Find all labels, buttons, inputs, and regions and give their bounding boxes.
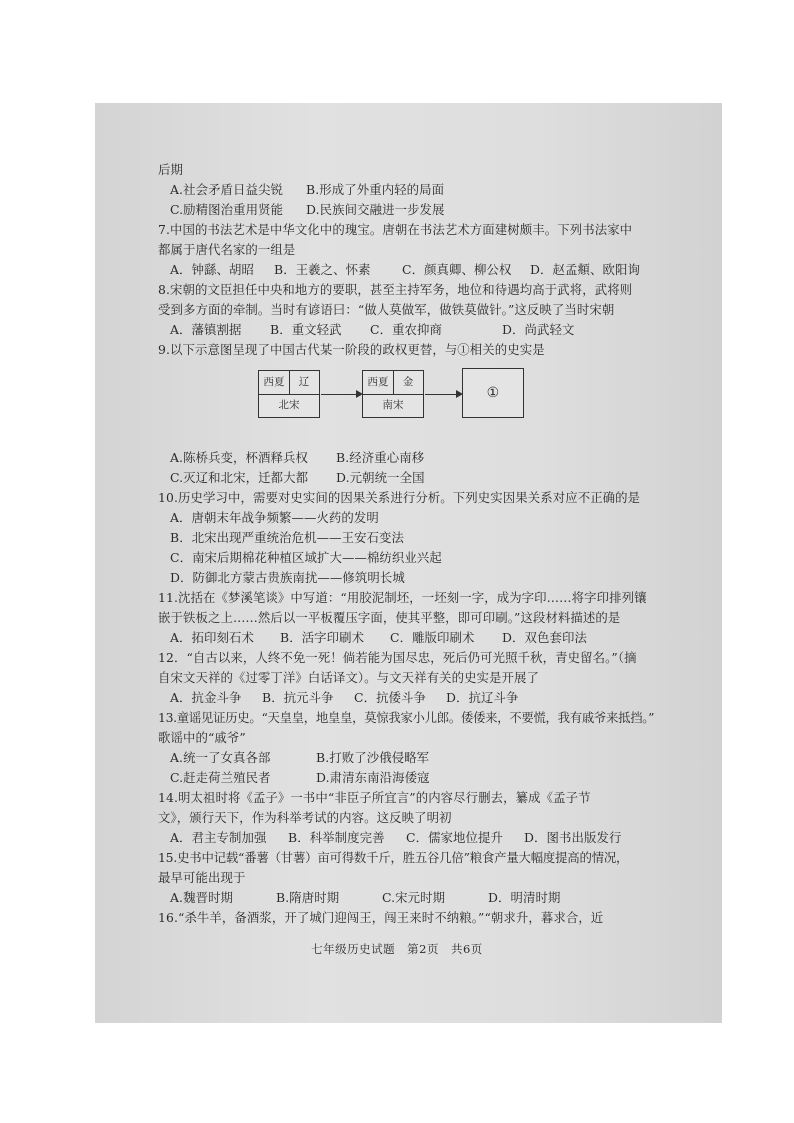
option-row	[158, 320, 648, 340]
option: A．藩镇割据	[170, 322, 242, 337]
option-row	[158, 688, 648, 708]
option: C.灭辽和北宋，迁都大都	[170, 470, 309, 485]
option: C．颜真卿、柳公权	[402, 262, 512, 277]
question-11: 11.沈括在《梦溪笔谈》中写道：“用胶泥制坯，一坯刻一字，成为字印……将字印排列镶	[158, 590, 647, 605]
option: A.陈桥兵变，杯酒释兵权	[170, 450, 308, 465]
option: B．抗元斗争	[262, 690, 334, 705]
option-row	[158, 748, 648, 768]
option: D．尚武轻文	[502, 322, 575, 337]
text-line: 最早可能出现于	[158, 870, 246, 885]
option: B．王羲之、怀素	[274, 262, 371, 277]
option: B.隋唐时期	[276, 890, 340, 905]
option: C.宋元时期	[382, 890, 446, 905]
box-unknown	[462, 368, 524, 418]
option-row	[158, 828, 648, 848]
option-row	[158, 468, 648, 488]
text-line: 嵌于铁板之上……然后以一平板覆压字面，使其平整，即可印刷。”这段材料描述的是	[158, 610, 621, 625]
option: B.形成了外重内轻的局面	[306, 182, 445, 197]
label-liao: 辽	[298, 376, 310, 388]
option: C.赶走荷兰殖民者	[170, 770, 271, 785]
option: B.经济重心南移	[336, 450, 425, 465]
option: D．赵孟頫、欧阳询	[530, 262, 640, 277]
option-row	[158, 260, 648, 280]
option: D．抗辽斗争	[446, 690, 519, 705]
option: A.社会矛盾日益尖锐	[170, 182, 284, 197]
option: C．儒家地位提升	[406, 830, 504, 845]
option: A．君主专制加强	[170, 830, 267, 845]
label-southern-song: 南宋	[382, 399, 404, 411]
text-line: 自宋文天祥的《过零丁洋》白话译文）。与文天祥有关的史实是开展了	[158, 670, 540, 685]
page-footer: 七年级历史试题 第2页 共6页	[311, 942, 483, 956]
option-row	[158, 180, 648, 200]
option: D．防御北方蒙古贵族南扰——修筑明长城	[170, 570, 405, 585]
option: C．抗倭斗争	[354, 690, 427, 705]
option: B．北宋出现严重统治危机——王安石变法	[170, 530, 405, 545]
box-southern-song	[362, 370, 424, 418]
question-7: 7.中国的书法艺术是中华文化中的瑰宝。唐朝在书法艺术方面建树颇丰。下列书法家中	[158, 222, 633, 237]
text-line: 受到多方面的牵制。当时有谚语曰：“做人莫做军，做铁莫做针。”这反映了当时宋朝	[158, 302, 615, 317]
option: C．雕版印刷术	[390, 630, 475, 645]
option: D.元朝统一全国	[336, 470, 425, 485]
question-13: 13.童谣见证历史。“天皇皇，地皇皇，莫惊我家小儿郎。倭倭来，不要慌，我有戚爷来抵挡。”	[158, 710, 655, 725]
text-line: 都属于唐代名家的一组是	[158, 242, 296, 257]
question-10: 10.历史学习中，需要对史实间的因果关系进行分析。下列史实因果关系对应不正确的是	[158, 490, 641, 505]
option: D．双色套印法	[502, 630, 587, 645]
option-row	[158, 768, 648, 788]
option: D.肃清东南沿海倭寇	[316, 770, 430, 785]
label-xixia: 西夏	[263, 376, 285, 388]
option: C．南宋后期棉花种植区域扩大——棉纺织业兴起	[170, 550, 442, 565]
option-row	[158, 888, 648, 908]
question-15: 15.史书中记载“番薯（甘薯）亩可得数千斤，胜五谷几倍”粮食产量大幅度提高的情况，	[158, 850, 629, 865]
option: D．明清时期	[488, 890, 561, 905]
question-14: 14.明太祖时将《孟子》一书中“非臣子所宜言”的内容尽行删去，纂成《孟子节	[158, 790, 591, 805]
option: B．科举制度完善	[288, 830, 385, 845]
question-content	[158, 160, 655, 928]
question-12: 12．“自古以来，人终不免一死！倘若能为国尽忠，死后仍可光照千秋，青史留名。”（摘	[158, 650, 637, 665]
label-jin: 金	[402, 376, 414, 388]
option: B．重文轻武	[270, 322, 342, 337]
arrow	[321, 394, 361, 395]
option-row	[158, 200, 648, 220]
option: B．活字印刷术	[280, 630, 365, 645]
option-row	[158, 448, 648, 468]
text-line: 歌谣中的“戚爷”	[158, 730, 246, 745]
option: C.励精图治重用贤能	[170, 202, 284, 217]
option-row	[158, 628, 648, 648]
option: A．钟繇、胡昭	[170, 262, 254, 277]
question-16: 16.“杀牛羊，备酒浆，开了城门迎闯王，闯王来时不纳粮。”“朝求升，暮求合，近	[158, 910, 604, 925]
option: A.统一了女真各部	[170, 750, 271, 765]
label-northern-song: 北宋	[278, 399, 300, 411]
option: A.魏晋时期	[170, 890, 234, 905]
option: A．唐朝末年战争频繁——火药的发明	[170, 510, 379, 525]
marker-1: ①	[486, 385, 500, 401]
regime-diagram	[158, 364, 648, 442]
arrow	[425, 394, 461, 395]
box-northern-song	[258, 370, 320, 418]
text-line: 文》，颁行天下，作为科举考试的内容。这反映了明初	[158, 810, 452, 825]
question-8: 8.宋朝的文臣担任中央和地方的要职，甚至主持军务，地位和待遇均高于武将，武将则	[158, 282, 633, 297]
question-9: 9.以下示意图呈现了中国古代某一阶段的政权更替，与①相关的史实是	[158, 342, 545, 357]
option: C．重农抑商	[370, 322, 443, 337]
option: B.打败了沙俄侵略军	[316, 750, 430, 765]
option: D．图书出版发行	[524, 830, 622, 845]
text-line: 后期	[158, 162, 183, 177]
option: A．抗金斗争	[170, 690, 242, 705]
label-xixia: 西夏	[367, 376, 389, 388]
option: D.民族间交融进一步发展	[306, 202, 445, 217]
option: A．拓印刻石术	[170, 630, 254, 645]
